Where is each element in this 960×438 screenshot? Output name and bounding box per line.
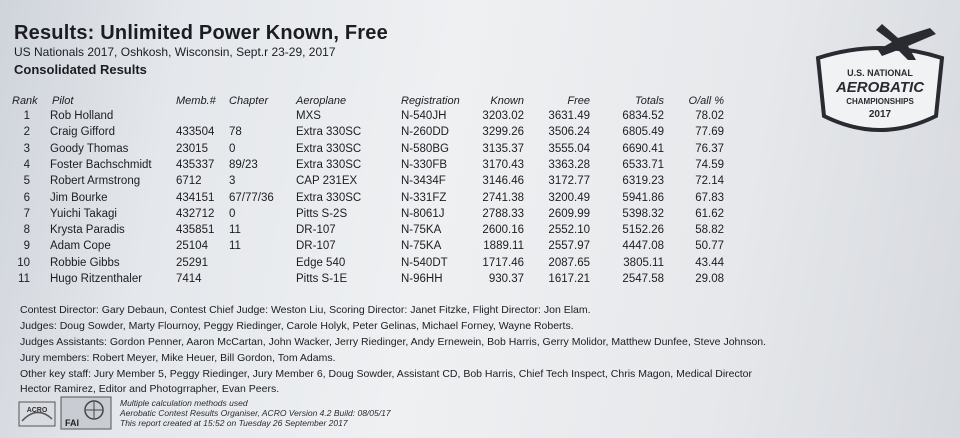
cell-memb: 432712	[176, 207, 215, 220]
cell-memb: 25104	[176, 240, 208, 253]
cell-aeroplane: Pitts S-1E	[296, 273, 348, 285]
cell-free: 2087.65	[548, 256, 590, 269]
cell-rank: 8	[23, 224, 30, 237]
cell-known: 3299.26	[482, 126, 524, 139]
cell-pilot: Goody Thomas	[50, 142, 129, 155]
acro-logo-text: ACRO	[26, 407, 48, 414]
cell-overall: 58.82	[695, 224, 724, 237]
officials-line-2: Judges: Doug Sowder, Marty Flournoy, Peggy Riedinger, Carole Holyk, Peter Gelinas, Michael Forney, Wayne Roberts.	[20, 320, 574, 332]
cell-registration: N-96HH	[401, 273, 443, 285]
cell-known: 3135.37	[482, 142, 524, 155]
software-line-1: Multiple calculation methods used	[120, 398, 248, 408]
cell-memb: 7414	[176, 273, 202, 285]
cell-totals: 5152.26	[622, 224, 664, 237]
cell-pilot: Hugo Ritzenthaler	[50, 273, 143, 285]
cell-memb: 434151	[176, 191, 215, 204]
cell-known: 1889.11	[483, 240, 524, 253]
cell-totals: 5941.86	[622, 191, 664, 204]
championship-badge-logo	[812, 20, 948, 142]
cell-overall: 43.44	[695, 256, 724, 269]
cell-registration: N-75KA	[401, 224, 442, 237]
cell-chapter: 3	[229, 175, 236, 188]
officials-line-4: Jury members: Robert Meyer, Mike Heuer, Bill Gordon, Tom Adams.	[20, 352, 336, 364]
software-line-3: This report created at 15:52 on Tuesday 26 September 2017	[120, 418, 348, 428]
cell-pilot: Jim Bourke	[50, 191, 108, 204]
cell-totals: 3805.11	[623, 256, 664, 269]
cell-overall: 78.02	[695, 110, 724, 122]
header-memb: Memb.#	[176, 95, 216, 107]
cell-registration: N-75KA	[401, 240, 442, 253]
cell-overall: 77.69	[695, 126, 724, 139]
cell-totals: 5398.32	[622, 207, 664, 220]
cell-registration: N-260DD	[401, 126, 449, 139]
cell-aeroplane: Extra 330SC	[296, 126, 362, 139]
badge-line1: U.S. NATIONAL	[847, 68, 913, 78]
cell-pilot: Craig Gifford	[50, 126, 115, 139]
cell-aeroplane: Extra 330SC	[296, 158, 362, 171]
cell-chapter: 11	[229, 240, 241, 253]
cell-rank: 5	[23, 175, 30, 188]
cell-totals: 6834.52	[622, 110, 664, 122]
cell-registration: N-8061J	[401, 207, 445, 220]
header-rank: Rank	[12, 95, 38, 107]
cell-chapter: 0	[229, 207, 236, 220]
cell-aeroplane: Extra 330SC	[296, 142, 362, 155]
cell-free: 3363.28	[548, 158, 590, 171]
cell-overall: 76.37	[695, 142, 724, 155]
header-known: Known	[490, 95, 524, 107]
cell-free: 3506.24	[548, 126, 590, 139]
report-subtitle: US Nationals 2017, Oshkosh, Wisconsin, Sept.r 23-29, 2017	[14, 45, 336, 59]
cell-memb: 25291	[176, 256, 208, 269]
cell-free: 2557.97	[548, 240, 590, 253]
cell-free: 1617.21	[548, 273, 590, 285]
cell-totals: 2547.58	[622, 273, 664, 285]
fai-logo-text: FAI	[64, 418, 80, 428]
cell-known: 3170.43	[482, 158, 524, 171]
section-heading: Consolidated Results	[14, 62, 147, 77]
cell-overall: 74.59	[695, 158, 724, 171]
cell-known: 1717.46	[482, 256, 524, 269]
badge-line4: 2017	[868, 109, 892, 120]
cell-rank: 4	[23, 158, 30, 171]
officials-line-1: Contest Director: Gary Debaun, Contest Chief Judge: Weston Liu, Scoring Director: Janet Fitzke, Flight Director: Jon Elam.	[20, 304, 591, 316]
badge-line2: AEROBATIC	[835, 79, 925, 96]
fai-logo	[60, 396, 112, 430]
cell-registration: N-540DT	[401, 256, 448, 269]
cell-pilot: Rob Holland	[50, 110, 114, 122]
cell-memb: 435851	[176, 224, 215, 237]
cell-registration: N-330FB	[401, 158, 448, 171]
cell-memb: 435337	[176, 158, 215, 171]
cell-overall: 67.83	[695, 191, 724, 204]
cell-aeroplane: DR-107	[296, 224, 336, 237]
cell-overall: 72.14	[695, 175, 724, 188]
cell-registration: N-331FZ	[401, 191, 447, 204]
cell-known: 2600.16	[482, 224, 524, 237]
cell-rank: 6	[23, 191, 30, 204]
cell-chapter: 89/23	[229, 158, 258, 171]
cell-rank: 10	[17, 256, 30, 269]
cell-totals: 6533.71	[622, 158, 664, 171]
cell-aeroplane: MXS	[296, 110, 321, 122]
cell-registration: N-580BG	[401, 142, 449, 155]
cell-aeroplane: Pitts S-2S	[296, 207, 348, 220]
cell-pilot: Robert Armstrong	[50, 175, 141, 188]
cell-rank: 2	[23, 126, 30, 139]
cell-known: 3203.02	[482, 110, 524, 122]
cell-aeroplane: Edge 540	[296, 256, 346, 269]
cell-pilot: Foster Bachschmidt	[50, 158, 152, 171]
cell-chapter: 0	[229, 142, 236, 155]
cell-memb: 433504	[176, 126, 215, 139]
header-free: Free	[567, 95, 590, 107]
cell-pilot: Robbie Gibbs	[50, 256, 120, 269]
cell-rank: 9	[23, 240, 30, 253]
cell-free: 3631.49	[548, 110, 590, 122]
cell-aeroplane: DR-107	[296, 240, 336, 253]
cell-free: 3200.49	[548, 191, 590, 204]
officials-line-6: Hector Ramirez, Editor and Photogrrapher, Evan Peers.	[20, 383, 280, 395]
cell-known: 930.37	[488, 273, 524, 285]
header-pilot: Pilot	[52, 95, 74, 107]
cell-free: 3555.04	[548, 142, 590, 155]
cell-overall: 61.62	[695, 207, 724, 220]
cell-rank: 3	[23, 142, 30, 155]
header-aeroplane: Aeroplane	[296, 95, 347, 107]
cell-rank: 1	[23, 110, 30, 122]
header-registration: Registration	[401, 95, 460, 107]
cell-free: 2609.99	[548, 207, 590, 220]
cell-memb: 6712	[176, 175, 202, 188]
cell-rank: 11	[18, 273, 30, 285]
cell-chapter: 11	[229, 224, 241, 237]
cell-overall: 29.08	[695, 273, 724, 285]
acro-logo	[18, 401, 56, 427]
cell-totals: 6690.41	[622, 142, 664, 155]
cell-aeroplane: CAP 231EX	[296, 175, 358, 188]
cell-pilot: Yuichi Takagi	[50, 207, 117, 220]
cell-totals: 4447.08	[622, 240, 664, 253]
report-title: Results: Unlimited Power Known, Free	[14, 22, 388, 44]
cell-memb: 23015	[176, 142, 208, 155]
header-overall: O/all %	[688, 95, 724, 107]
cell-free: 2552.10	[548, 224, 590, 237]
cell-free: 3172.77	[548, 175, 590, 188]
cell-pilot: Adam Cope	[50, 240, 111, 253]
header-chapter: Chapter	[229, 95, 269, 107]
cell-registration: N-3434F	[401, 175, 446, 188]
cell-known: 3146.46	[482, 175, 524, 188]
cell-chapter: 67/77/36	[229, 191, 274, 204]
cell-registration: N-540JH	[401, 110, 447, 122]
cell-known: 2741.38	[482, 191, 524, 204]
software-line-2: Aerobatic Contest Results Organiser, ACRO Version 4.2 Build: 08/05/17	[120, 408, 391, 418]
officials-line-3: Judges Assistants: Gordon Penner, Aaron McCartan, John Wacker, Jerry Riedinger, Andy Ernewein, Bob Harris, Gerry Molidor, Matthew Dunfee, Steve Johnson.	[20, 336, 767, 348]
header-totals: Totals	[635, 95, 664, 107]
cell-pilot: Krysta Paradis	[50, 224, 125, 237]
badge-line3: CHAMPIONSHIPS	[846, 97, 914, 106]
cell-rank: 7	[23, 207, 30, 220]
cell-aeroplane: Extra 330SC	[296, 191, 362, 204]
cell-totals: 6805.49	[622, 126, 664, 139]
cell-known: 2788.33	[482, 207, 524, 220]
cell-totals: 6319.23	[622, 175, 664, 188]
cell-overall: 50.77	[695, 240, 724, 253]
officials-line-5: Other key staff: Jury Member 5, Peggy Riedinger, Jury Member 6, Doug Sowder, Assistant CD, Bob Harris, Chief Tech Inspect, Chris Magon, Medical Director	[20, 368, 752, 380]
cell-chapter: 78	[229, 126, 242, 139]
